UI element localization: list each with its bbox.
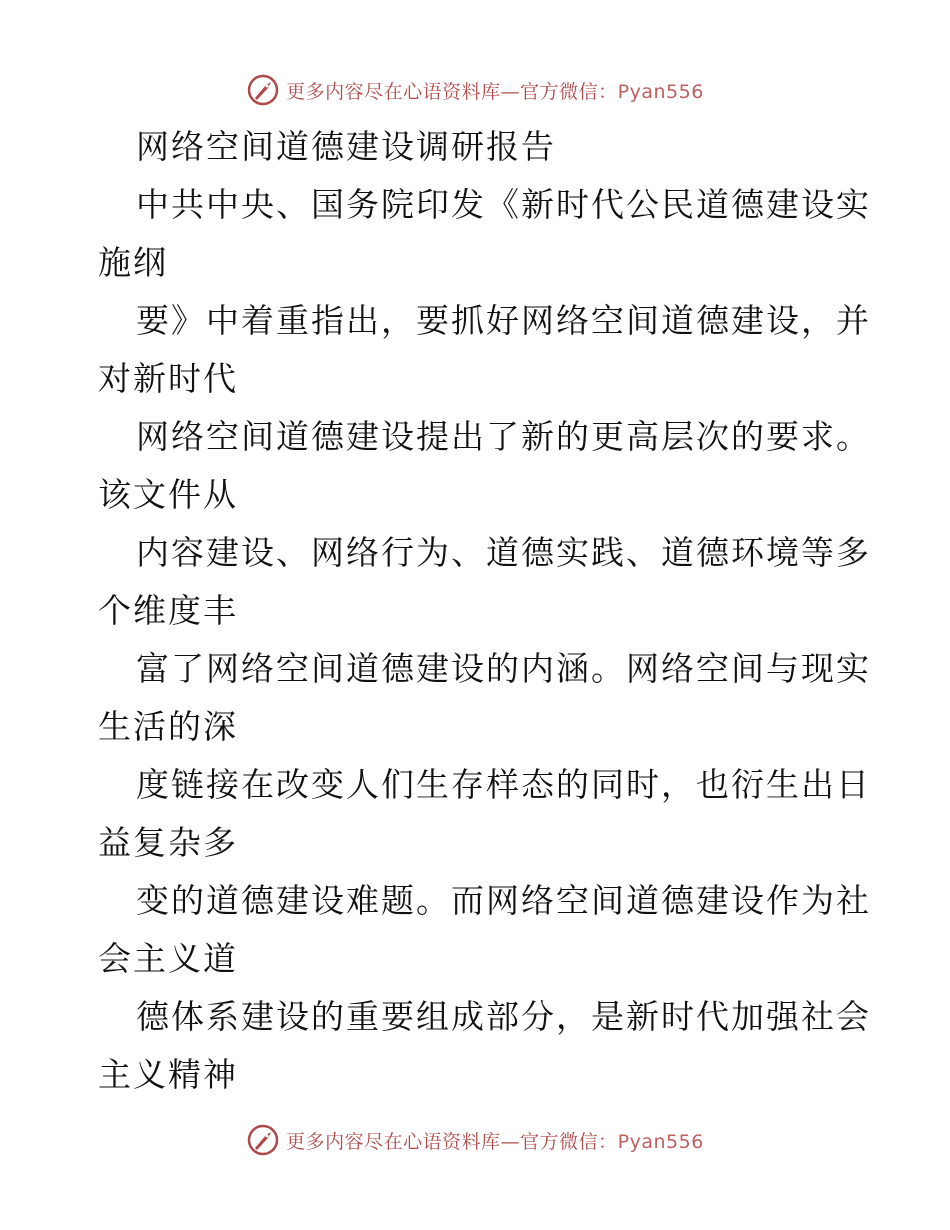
text-line: 益复杂多 (98, 823, 238, 862)
watermark-text: 更多内容尽在心语资料库—官方微信：Pyan556 (286, 80, 704, 103)
text-line: 施纲 (98, 243, 168, 282)
text-line: 中共中央、国务院印发《新时代公民道德建设实 (136, 185, 871, 224)
pen-nib-logo-icon (246, 1123, 280, 1157)
document-body (98, 118, 871, 1104)
text-line: 会主义道 (98, 939, 238, 978)
text-line: 度链接在改变人们生存样态的同时，也衍生出日 (136, 765, 871, 804)
text-line: 富了网络空间道德建设的内涵。网络空间与现实 (136, 649, 871, 688)
document-title: 网络空间道德建设调研报告 (136, 127, 556, 166)
pen-nib-logo-icon (246, 73, 280, 107)
watermark-text: 更多内容尽在心语资料库—官方微信：Pyan556 (286, 1130, 704, 1153)
text-line: 对新时代 (98, 359, 238, 398)
footer-watermark (0, 1120, 950, 1160)
text-line: 内容建设、网络行为、道德实践、道德环境等多 (136, 533, 871, 572)
header-watermark (0, 70, 950, 110)
text-line: 主义精神 (98, 1055, 238, 1094)
text-line: 个维度丰 (98, 591, 238, 630)
text-line: 要》中着重指出，要抓好网络空间道德建设，并 (136, 301, 871, 340)
text-line: 网络空间道德建设提出了新的更高层次的要求。 (136, 417, 871, 456)
watermark-wechat-id: Pyan556 (617, 1130, 704, 1153)
text-line: 德体系建设的重要组成部分，是新时代加强社会 (136, 997, 871, 1036)
watermark-wechat-id: Pyan556 (617, 80, 704, 103)
text-line: 该文件从 (98, 475, 238, 514)
text-line: 变的道德建设难题。而网络空间道德建设作为社 (136, 881, 871, 920)
text-line: 生活的深 (98, 707, 238, 746)
